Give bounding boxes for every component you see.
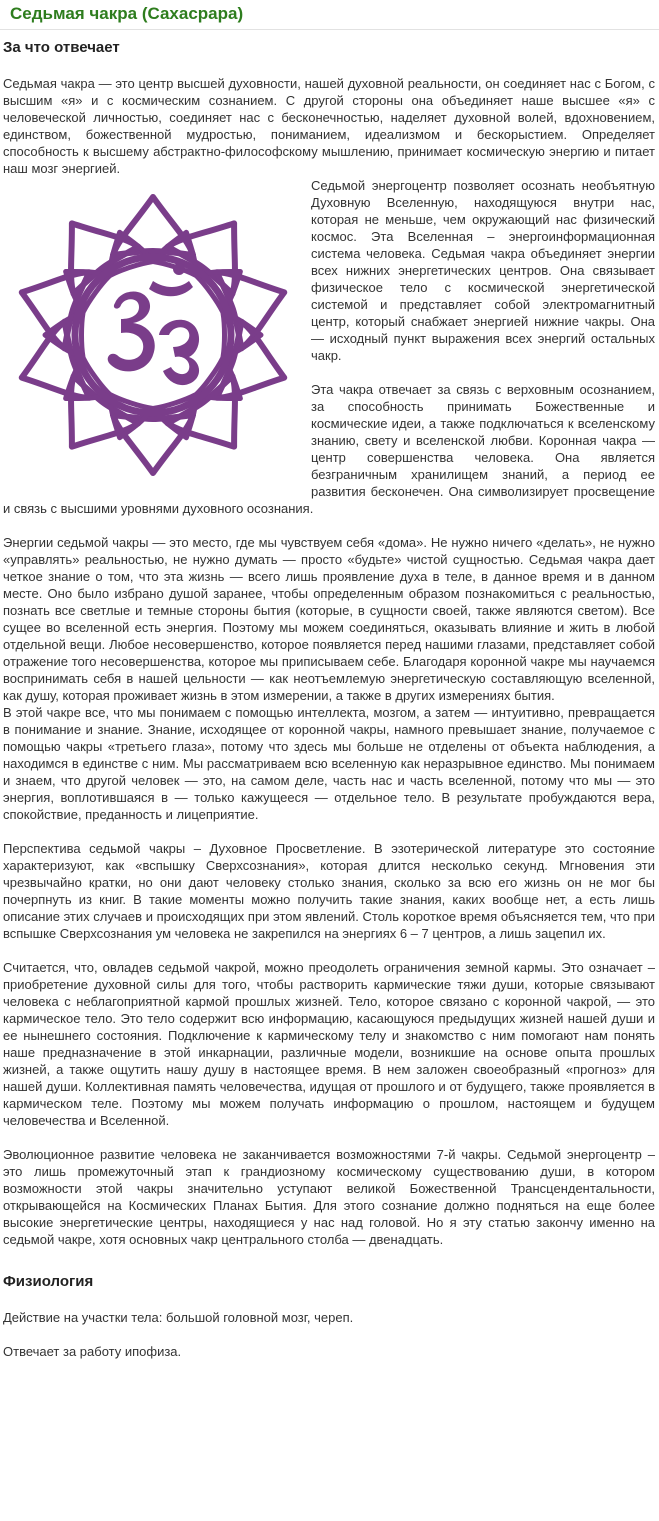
- heading-responsibility: За что отвечает: [3, 39, 120, 56]
- image-text-block: [3, 177, 655, 517]
- paragraph-evolution: Эволюционное развитие человека не заканчивается возможностями 7-й чакры. Седьмой энергоцентр – это лишь промежуточный этап к грандиозному космическому существованию души, в котором возможности этой чакры значительно уступают великой Божественной Трансцендентальности, открывающейся на Космических Планах Бытия. Для этого сознание должно подняться на еще более высокие энергетические центры, находящиеся у нас над головой. Но я эту статью закончу именно на седьмой чакре, хотя основных чакр центрального столба — двенадцать.: [3, 1147, 655, 1247]
- sahasrara-symbol-icon: [3, 185, 303, 485]
- paragraph-universe: Седьмой энергоцентр позволяет осознать необъятную Духовную Вселенную, находящуюся внутри нас, которая не меньше, чем окружающий нас физический космос. Эта Вселенная – энергоинформационная система человека. Седьмая чакра объединяет энергии всех нижних энергетических центров. Она связывает физическое тело с космической энергетической системой и представляет собой электромагнитный центр, который снабжает энергией нижние чакры. Она — исходный пункт выражения всех энергий остальных чакр.: [311, 178, 655, 363]
- article-content: [0, 38, 659, 1360]
- page-title: Седьмая чакра (Сахасрара): [10, 4, 244, 23]
- paragraph-home: Энергии седьмой чакры — это место, где мы чувствуем себя «дома». Не нужно ничего «делать», не нужно «управлять» реальностью, не нужно думать — просто «будьте» чистой сущностью. Седьмая чакра дает четкое знание о том, что эта жизнь — всего лишь проявление духа в теле, в данное время и в данном месте. Оно было избрано душой заранее, чтобы определенным образом познакомиться с реальностью, познать все светлые и темные стороны бытия (которые, в сущности своей, также являются светом). Все сущее во вселенной есть энергия. Поэтому мы можем соединяться, оказывать влияние и жить в любой отдельной вещи. Любое несовершенство, которое появляется перед нашими глазами, представляет собой отражение того несовершенства, которое мы приписываем себе. Благодаря коронной чакре мы научаемся воспринимать себя в нашей цельности — как неотъемлемую энергетическую составляющую вселенной, как душу, которая проживает жизнь в этом измерении, а также в других измерениях бытия.: [3, 535, 655, 703]
- paragraph-karma: Считается, что, овладев седьмой чакрой, можно преодолеть ограничения земной кармы. Это означает – приобретение духовной силы для того, чтобы растворить кармические тяжи души, которые связывают человека с неблагоприятной кармой прошлых жизней. Тело, которое связано с коронной чакрой, — это кармическое тело. Это тело содержит всю информацию, касающуюся предыдущих жизней нашей души и ее нынешнего состояния. Подключение к кармическому телу и знакомство с ним помогают нам понять наше предназначение в этой инкарнации, различные модели, возникшие на основе опыта прошлых жизней, а также ощутить нашу душу в настоящее время. В нем заложен своеобразный «прогноз» для нашей души. Коллективная память человечества, идущая от прошлого и от будущего, также проявляется в кармическом теле. Поэтому мы можем получать информацию о прошлом, настоящем и будущем человечества и Вселенной.: [3, 960, 655, 1128]
- paragraph-understanding: В этой чакре все, что мы понимаем с помощью интеллекта, мозгом, а затем — интуитивно, превращается в понимание и знание. Знание, исходящее от коронной чакры, намного превышает знание, получаемое с помощью чакры «третьего глаза», потому что здесь мы больше не отделены от объекта наблюдения, а находимся в единстве с ним. Мы рассматриваем всю вселенную как неразрывное единство. Мы понимаем и знаем, что другой человек — это, на самом деле, часть нас и часть вселенной, потому что мы — это энергия, воплотившаяся в — только кажущееся — отдельное тело. В результате пробуждаются вера, спокойствие, преданность и лицеприятие.: [3, 705, 655, 822]
- paragraph-gland: Отвечает за работу ипофиза.: [3, 1344, 182, 1359]
- title-bar: [0, 0, 659, 30]
- paragraph-connection: Эта чакра отвечает за связь с верховным осознанием, за способность принимать Божественные и космические идеи, а также подключаться к вселенскому знанию, свету и вселенской любви. Коронная чакра — центр совершенства человека. Она является безграничным хранилищем знаний, а период ее развития бесконечен. Она символизирует просвещение и связь с высшими уровнями духовного осознания.: [3, 382, 655, 516]
- paragraph-intro: Седьмая чакра — это центр высшей духовности, нашей духовной реальности, он соединяет нас с Богом, с высшим «я» и с космическим сознанием. С другой стороны она объединяет наше высшее «я» с человеческой личностью, соединяет нас с бесконечностью, наделяет духовной волей, вдохновением, единством, божественной мудростью, пониманием, идеализмом и бескорыстием. Определяет способность к высшему абстрактно-философскому мышлению, принимает космическую энергию и питает наш мозг энергией.: [3, 76, 655, 176]
- heading-physiology: Физиология: [3, 1273, 94, 1290]
- paragraph-body-parts: Действие на участки тела: большой головной мозг, череп.: [3, 1310, 354, 1325]
- paragraph-enlightenment: Перспектива седьмой чакры – Духовное Просветление. В эзотерической литературе это состояние характеризуют, как «вспышку Сверхсознания», которая длится несколько секунд. Мгновения эти чрезвычайно кратки, но они дают человеку столько знания, сколько за всю его жизнь он не мог бы почерпнуть из книг. В такие моменты можно получить такие знания, каких вообще нет, а есть лишь описание этих случаев и происходящих при этом явлений. Столь короткое время объясняется тем, что при вспышке Сверхсознания ум человека не закрепился на энергиях 6 – 7 центров, а лишь зацепил их.: [3, 841, 655, 941]
